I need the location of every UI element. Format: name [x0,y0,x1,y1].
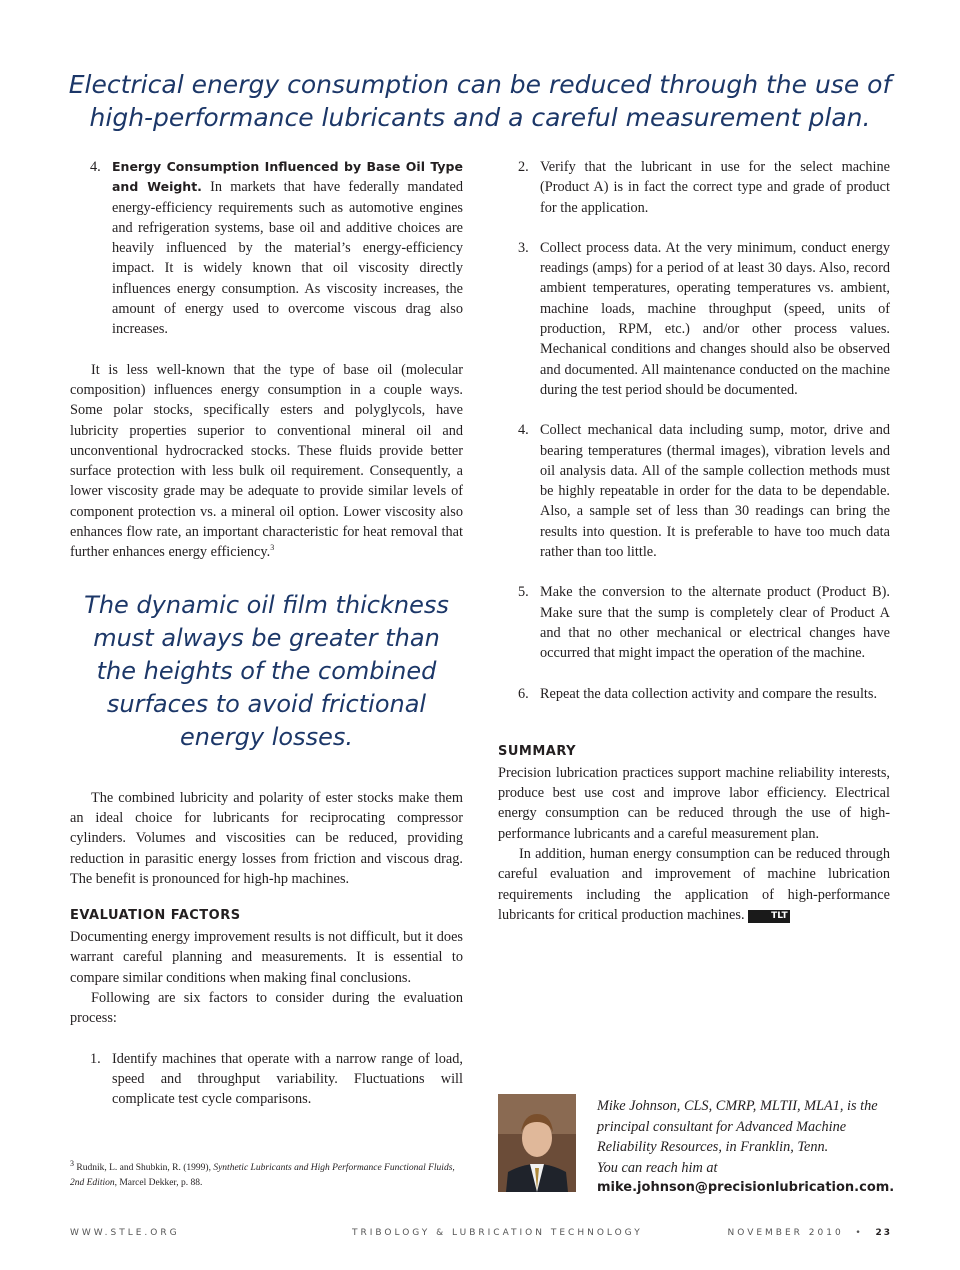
list-item-text: Verify that the lubricant in use for the select machine (Product A) is in fact the correct type and grade of product for the application. [540,159,890,216]
list-item-number: 1. [90,1050,101,1067]
list-item-number: 6. [518,685,529,702]
footnote-number: 3 [70,1158,74,1168]
left-column [70,157,463,1110]
list-item-text: In markets that have federally mandated energy-efficiency requirements such as automotive engines and refrigeration systems, base oil and additive choices are heavily influenced by the material’s energy-efficiency impact. It is widely known that oil viscosity directly influences energy consumption. As viscosity increases, the amount of energy used to overcome viscous drag also increases. [112,179,463,338]
author-portrait-image [498,1094,576,1192]
author-email[interactable]: mike.johnson@precisionlubrication.com. [597,1180,895,1195]
list-item-text: Repeat the data collection activity and compare the results. [540,685,878,702]
footnote-title: Synthetic Lubricants and High Performance Functional Fluids, 2nd Edition [70,1163,455,1188]
body-paragraph [70,360,463,563]
author-contact-text: You can reach him at [597,1159,718,1176]
list-item [498,420,890,562]
tlt-end-mark: TLT [748,910,790,923]
footer-issue [728,1228,892,1238]
footnote-rest: , Marcel Dekker, p. 88. [114,1178,203,1188]
footnote-ref: 3 [270,543,275,553]
list-item-number: 4. [518,422,529,439]
section-heading-evaluation: EVALUATION FACTORS [70,908,241,924]
footer-issue-date: NOVEMBER 2010 [727,1228,844,1238]
section-heading-summary: SUMMARY [498,743,577,759]
paragraph-text: It is less well-known that the type of base oil (molecular composition) influences energy consumption in a couple ways. Some polar stocks, specifically esters and polyglycols, have lubricity properties superior to conventional mineral oil and unconventional hydrocracked stocks. These fluids provide better surface protection with less bulk oil requirement. Consequently, a lower viscosity grade may be adequate to provide similar levels of component protection vs. a mineral oil option. Lower viscosity also enhances flow rate, an important characteristic for heat removal that further enhances energy efficiency. [70,361,463,561]
body-paragraph: Precision lubrication practices support machine reliability interests, produce best use cost and improve labor efficiency. Electrical energy consumption can be reduced through the use of high-performance lubricants and a careful measurement plan. [498,764,890,842]
list-item-number: 5. [518,584,529,601]
list-item-number: 3. [518,239,529,256]
author-bio [597,1096,897,1199]
body-paragraph: Documenting energy improvement results is not difficult, but it does warrant careful planning and measurements. It is essential to compare similar conditions when making final conclusions. [70,929,463,986]
list-item [498,157,890,218]
list-item-number: 2. [518,159,529,175]
list-item-number: 4. [90,159,101,175]
footnote [70,1158,463,1191]
footer-publication: TRIBOLOGY & LUBRICATION TECHNOLOGY [352,1228,643,1238]
list-item-text: Identify machines that operate with a narrow range of load, speed and throughput variability. Fluctuations will complicate test cycle comparisons. [112,1050,463,1108]
right-column [498,157,890,925]
body-paragraph: The combined lubricity and polarity of ester stocks make them an ideal choice for lubricants for reciprocating compressor cylinders. Volumes and viscosities can be reduced, providing reduction in parasitic energy losses from friction and viscous drag. The benefit is pronounced for high-hp machines. [70,789,463,887]
list-item-text: Make the conversion to the alternate product (Product B). Make sure that the sump is completely clear of Product A and that no other mechanical or electrical changes have occurred that might impact the operation of the machine. [540,584,890,662]
list-item [498,238,890,400]
body-paragraph [498,844,890,925]
body-paragraph: Following are six factors to consider during the evaluation process: [70,990,463,1027]
pullquote-middle: The dynamic oil film thickness must always be greater than the heights of the combined surfaces to avoid frictional energy losses. [84,590,449,751]
runin-heading: Energy Consumption Influenced by Base Oil Type and Weight. [112,159,463,195]
author-photo [498,1094,576,1192]
list-item [498,684,890,704]
pullquote-top: Electrical energy consumption can be reduced through the use of high-performance lubricants and a careful measurement plan. [68,70,892,132]
footnote-authors: Rudnik, L. and Shubkin, R. (1999), [74,1163,214,1173]
author-bio-text: Mike Johnson, CLS, CMRP, MLTII, MLA1, is the principal consultant for Advanced Machine Reliability Resources, in Franklin, Tenn. [597,1098,878,1155]
list-item-text: Collect process data. At the very minimum, conduct energy readings (amps) for a period of at least 30 days. Also, record ambient temperatures, operating temperatures vs. ambient, machine loads, machine throughput (speed, units of production, RPM, etc.) and/or other process values. Mechanical conditions and changes should also be observed and documented. All maintenance conducted on the machine during the test period should be documented. [540,239,890,398]
footer-website[interactable]: WWW.STLE.ORG [70,1228,180,1238]
paragraph-text: In addition, human energy consumption can be reduced through careful evaluation and improvement of machine lubrication requirements including the application of high-performance lubricants for critical production machines. [498,846,890,923]
footer-separator: • [855,1228,864,1238]
list-item-1 [70,1049,463,1110]
list-item-text: Collect mechanical data including sump, motor, drive and bearing temperatures (thermal images), vibration levels and oil analysis data. All of the sample collection methods must be highly repeatable in order for the data to be dependable. Also, a sample set of less than 30 readings can bring the results into question. It is preferable to have too much data rather than too little. [540,422,890,561]
page-number: 23 [875,1228,892,1238]
list-item-4 [70,157,463,340]
list-item [498,582,890,663]
